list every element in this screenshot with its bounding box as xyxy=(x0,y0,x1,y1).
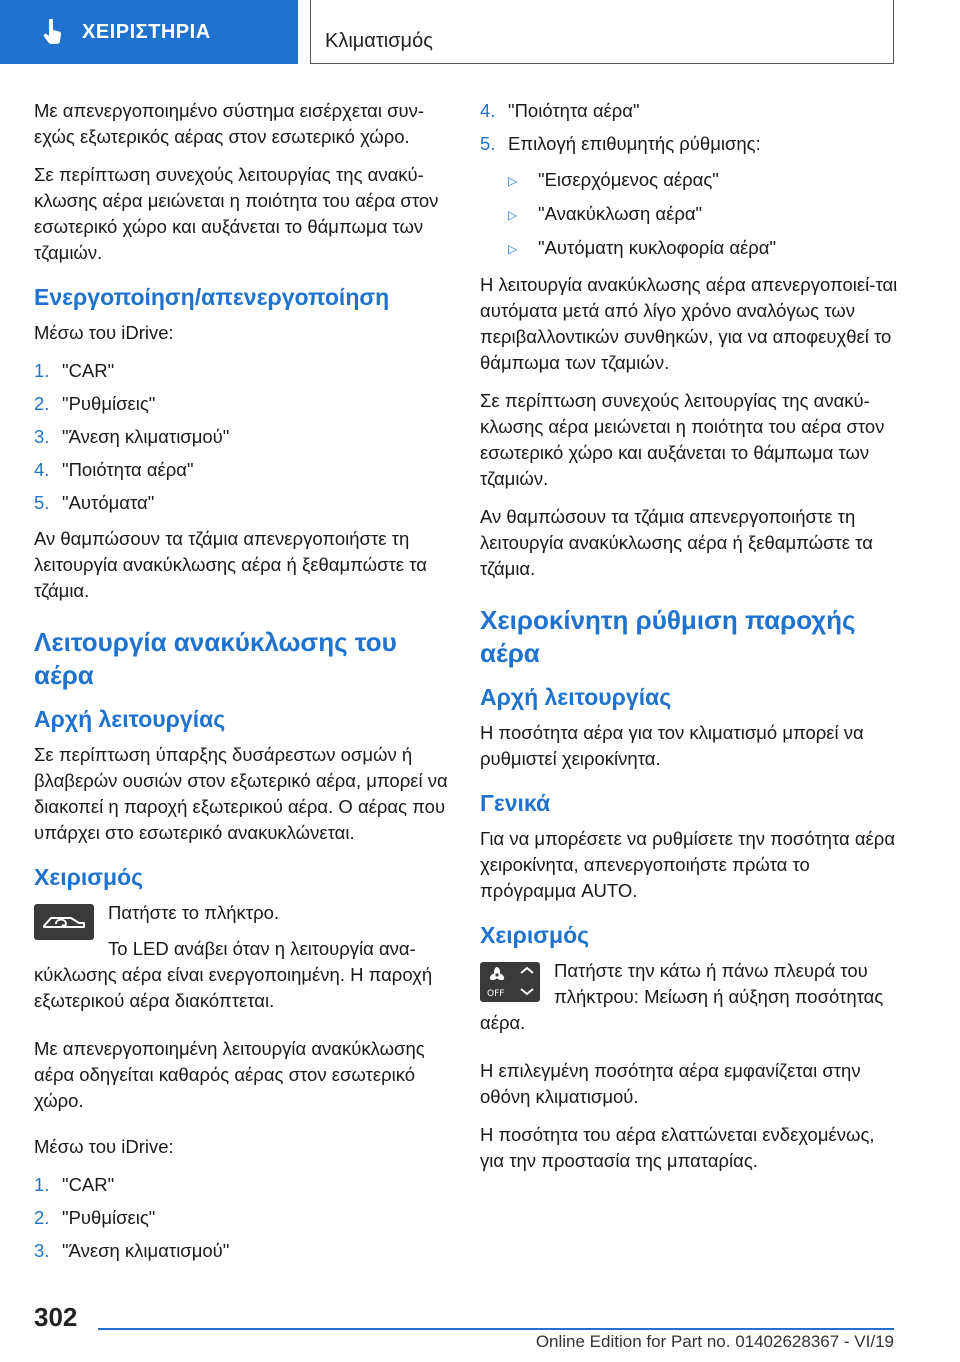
triangle-bullet-icon: ▷ xyxy=(508,242,518,256)
list-item: 2. "Ρυθμίσεις" xyxy=(34,1207,156,1228)
footer-divider xyxy=(98,1328,894,1330)
fan-button-block xyxy=(480,958,900,1046)
list-item: 3. "Άνεση κλιματισμού" xyxy=(34,1240,230,1261)
chapter-title: Κλιματισμός xyxy=(325,30,433,52)
intro-paragraph-2: Σε περίπτωση συνεχούς λειτουργίας της ανακύ-κλωσης αέρα μειώνεται η ποιότητα του αέρα στον εσωτερικό χώρο και αυξάνεται το θάμπωμα των τζαμιών. xyxy=(34,164,439,263)
triangle-bullet-icon: ▷ xyxy=(508,208,518,222)
setting-options-list xyxy=(480,167,900,262)
fan-speed-button-icon xyxy=(480,962,540,1002)
hand-pointer-icon xyxy=(42,19,64,45)
list-item: ▷ "Αυτόματη κυκλοφορία αέρα" xyxy=(508,235,900,262)
list-item: 3. "Άνεση κλιματισμού" xyxy=(34,426,230,447)
recirculation-button-block xyxy=(34,900,454,1024)
fog-paragraph: Αν θαμπώσουν τα τζάμια απενεργοποιήστε τη λειτουργία ανακύκλωσης αέρα ή ξεθαμπώστε τα τζάμια. xyxy=(480,506,873,579)
list-item: 2. "Ρυθμίσεις" xyxy=(34,393,156,414)
principle-paragraph: Σε περίπτωση ύπαρξης δυσάρεστων οσμών ή βλαβερών ουσιών στον εξωτερικό αέρα, μπορεί να διακοπεί η παροχή εξωτερικού αέρα. Ο αέρας που υπάρχει στο εσωτερικό ανακυκλώνεται. xyxy=(34,744,448,843)
fog-paragraph: Αν θαμπώσουν τα τζάμια απενεργοποιήστε τη λειτουργία ανακύκλωσης αέρα ή ξεθαμπώστε τα τζάμια. xyxy=(34,528,427,601)
list-item: 1. "CAR" xyxy=(34,360,115,381)
idrive-steps-list xyxy=(34,358,454,516)
press-fan-text: Πατήστε την κάτω ή πάνω πλευρά του πλήκτρου: Μείωση ή αύξηση ποσότητας αέρα. xyxy=(480,960,884,1033)
via-idrive-label: Μέσω του iDrive: xyxy=(34,322,174,343)
led-paragraph: Το LED ανάβει όταν η λειτουργία ανα-κύκλωσης αέρα είναι ενεργοποιημένη. Η παροχή εξωτερικού αέρα διακόπτεται. xyxy=(34,938,433,1011)
press-button-text: Πατήστε το πλήκτρο. xyxy=(108,902,280,923)
list-item: 5. Επιλογή επιθυμητής ρύθμισης: xyxy=(480,133,761,154)
edition-text: Online Edition for Part no. 01402628367 - VI/19 xyxy=(535,1332,894,1351)
heading-operation: Χειρισμός xyxy=(34,864,144,890)
general-paragraph: Για να μπορέσετε να ρυθμίσετε την ποσότητα αέρα χειροκίνητα, απενεργοποιήστε πρώτα το πρόγραμμα AUTO. xyxy=(480,828,896,901)
principle-paragraph: Η ποσότητα αέρα για τον κλιματισμό μπορεί να ρυθμιστεί χειροκίνητα. xyxy=(480,722,864,769)
heading-recirculation: Λειτουργία ανακύκλωσης του αέρα xyxy=(34,627,397,690)
disabled-paragraph: Με απενεργοποιημένη λειτουργία ανακύκλωσης αέρα οδηγείται καθαρός αέρας στον εσωτερικό χώρο. xyxy=(34,1038,425,1111)
fan-off-label: OFF xyxy=(487,989,505,999)
triangle-bullet-icon: ▷ xyxy=(508,174,518,188)
heading-activation: Ενεργοποίηση/απενεργοποίηση xyxy=(34,284,390,310)
continuous-paragraph: Σε περίπτωση συνεχούς λειτουργίας της ανακύ-κλωσης αέρα μειώνεται η ποιότητα του αέρα στον εσωτερικό χώρο και αυξάνεται το θάμπωμα των τζαμιών. xyxy=(480,390,885,489)
list-item: 1. "CAR" xyxy=(34,1174,115,1195)
display-paragraph: Η επιλεγμένη ποσότητα αέρα εμφανίζεται στην οθόνη κλιματισμού. xyxy=(480,1060,861,1107)
heading-general: Γενικά xyxy=(480,790,551,816)
heading-manual-airflow: Χειροκίνητη ρύθμιση παροχής αέρα xyxy=(480,605,856,668)
chapter-header xyxy=(310,0,894,64)
auto-off-paragraph: Η λειτουργία ανακύκλωσης αέρα απενεργοποιεί-ται αυτόματα μετά από λίγο χρόνο αναλόγως των περιβαλλοντικών συνθηκών, για να αποφευχθεί το θάμπωμα των τζαμιών. xyxy=(480,274,898,373)
intro-paragraph-1: Με απενεργοποιημένο σύστημα εισέρχεται συν-εχώς εξωτερικός αέρας στον εσωτερικό χώρο. xyxy=(34,100,425,147)
list-item: 4. "Ποιότητα αέρα" xyxy=(480,100,640,121)
list-item: 4. "Ποιότητα αέρα" xyxy=(34,459,194,480)
page-number: 302 xyxy=(34,1302,78,1332)
idrive-steps-list-2 xyxy=(34,1172,454,1264)
right-column xyxy=(480,98,900,1186)
heading-operation: Χειρισμός xyxy=(480,922,590,948)
battery-paragraph: Η ποσότητα του αέρα ελαττώνεται ενδεχομένως, για την προστασία της μπαταρίας. xyxy=(480,1124,875,1171)
header-tab xyxy=(0,0,298,64)
list-item: ▷ "Εισερχόμενος αέρας" xyxy=(508,167,900,194)
left-column xyxy=(34,98,454,1274)
list-item: ▷ "Ανακύκλωση αέρα" xyxy=(508,201,900,228)
via-idrive-label-2: Μέσω του iDrive: xyxy=(34,1136,174,1157)
heading-principle: Αρχή λειτουργίας xyxy=(34,706,226,732)
heading-principle: Αρχή λειτουργίας xyxy=(480,684,672,710)
recirculation-button-icon xyxy=(34,904,94,940)
list-item: 5. "Αυτόματα" xyxy=(34,492,155,513)
section-tab-label: ΧΕΙΡΙΣΤΗΡΙΑ xyxy=(82,20,211,43)
idrive-steps-continued xyxy=(480,98,900,157)
